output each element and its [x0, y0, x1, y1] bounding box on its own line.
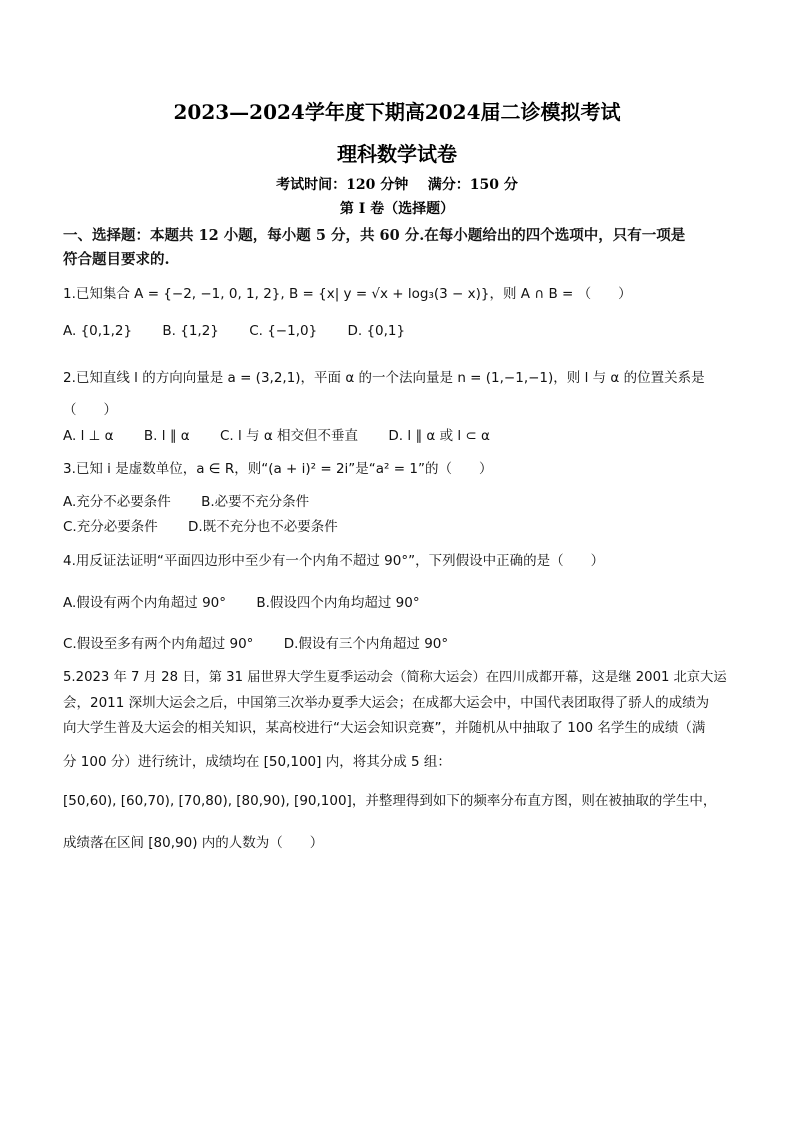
- instructions-line-1: 一、选择题：本题共 12 小题，每小题 5 分，共 60 分.在每小题给出的四个选项中，只有一项是: [63, 227, 686, 244]
- q1-option-c: C. {−1,0}: [249, 323, 318, 339]
- q5-line-6: 成绩落在区间 [80,90) 内的人数为（ ）: [63, 835, 324, 851]
- q4-options-row-2: [63, 632, 474, 652]
- q5-line-4: 分 100 分）进行统计，成绩均在 [50,100] 内，将其分成 5 组：: [63, 754, 451, 770]
- q4-option-d: D.假设有三个内角超过 90°: [283, 636, 449, 652]
- q3-option-c: C.充分必要条件: [63, 519, 158, 535]
- q3-options-row-1: [63, 490, 335, 510]
- exam-info: 考试时间：120 分钟 满分：150 分: [276, 177, 518, 193]
- q1-stem: 1.已知集合 A = {−2, −1, 0, 1, 2}, B = {x| y = √x + log₃(3 − x)}，则 A ∩ B = （ ）: [63, 286, 632, 302]
- q1-option-b: B. {1,2}: [162, 323, 219, 339]
- exam-subtitle: 理科数学试卷: [337, 142, 457, 166]
- q5-line-2: 会，2011 深圳大运会之后，中国第三次举办夏季大运会；在成都大运会中，中国代表团取得了骄人的成绩为: [63, 695, 710, 711]
- q5-line-3: 向大学生普及大运会的相关知识，某高校进行“大运会知识竞赛”，并随机从中抽取了 100 名学生的成绩（满: [63, 720, 706, 736]
- q2-option-d: D. l ∥ α 或 l ⊂ α: [388, 428, 490, 444]
- q2-option-c: C. l 与 α 相交但不垂直: [220, 428, 359, 444]
- q3-option-d: D.既不充分也不必要条件: [188, 519, 338, 535]
- exam-title: 2023—2024学年度下期高2024届二诊模拟考试: [173, 100, 621, 124]
- q3-options-row-2: [63, 515, 364, 535]
- instructions-line-2: 符合题目要求的.: [63, 251, 170, 268]
- q4-stem: 4.用反证法证明“平面四边形中至少有一个内角不超过 90°”，下列假设中正确的是（ ）: [63, 553, 605, 569]
- q5-line-5: [50,60), [60,70), [70,80), [80,90), [90,100]，并整理得到如下的频率分布直方图，则在被抽取的学生中，: [63, 793, 717, 809]
- q5-line-1: 5.2023 年 7 月 28 日，第 31 届世界大学生夏季运动会（简称大运会）在四川成都开幕，这是继 2001 北京大运: [63, 670, 727, 685]
- section-title: 第 I 卷（选择题）: [339, 201, 455, 217]
- q2-option-b: B. l ∥ α: [143, 428, 190, 444]
- q3-stem: 3.已知 i 是虚数单位，a ∈ R，则“(a + i)² = 2i”是“a² = 1”的（ ）: [63, 461, 493, 477]
- q4-options-row-1: [63, 591, 446, 611]
- q2-stem-cont: （ ）: [63, 402, 117, 418]
- q2-options: [63, 424, 516, 444]
- q3-option-b: B.必要不充分条件: [201, 494, 310, 510]
- q4-option-c: C.假设至多有两个内角超过 90°: [63, 636, 254, 652]
- q4-option-b: B.假设四个内角均超过 90°: [256, 595, 420, 611]
- q2-option-a: A. l ⊥ α: [63, 428, 114, 444]
- q4-option-a: A.假设有两个内角超过 90°: [63, 595, 227, 611]
- q1-options: [63, 323, 431, 339]
- q3-option-a: A.充分不必要条件: [63, 494, 171, 510]
- q1-option-d: D. {0,1}: [347, 323, 406, 339]
- q1-option-a: A. {0,1,2}: [63, 323, 133, 339]
- q2-stem: 2.已知直线 l 的方向向量是 a = (3,2,1)，平面 α 的一个法向量是 n = (1,−1,−1)，则 l 与 α 的位置关系是: [63, 370, 705, 386]
